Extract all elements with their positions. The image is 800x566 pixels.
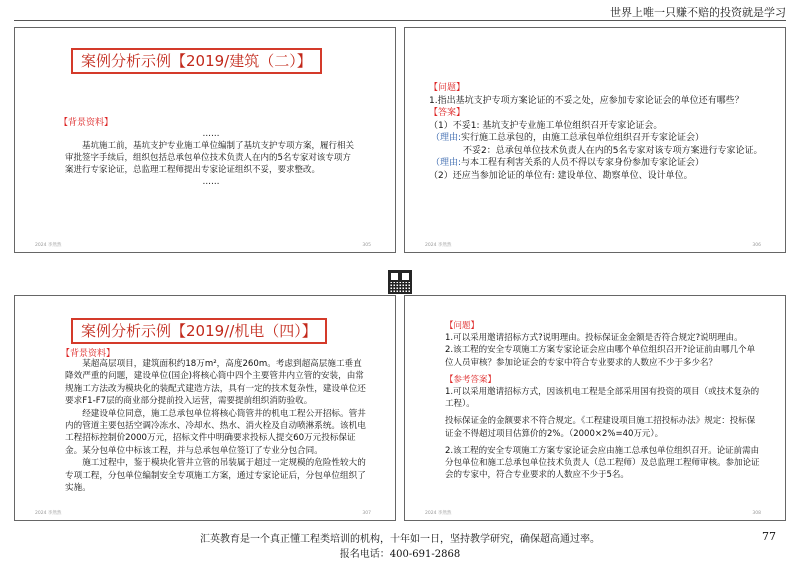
footer-phone-line: 报名电话：400-691-2868 <box>339 549 461 560</box>
slide-footer-author: 2024 李然然 <box>35 243 62 248</box>
slide-footer-number: 307 <box>362 511 371 516</box>
reason-text: 实行施工总承包的，由施工总承包单位组织召开专家论证会） <box>461 133 705 143</box>
answer-2: 投标保证金的金额要求不符合规定。《工程建设项目施工招投标办法》规定：投标保证金不得超过项目估算价的2%。（2000×2%=40万元）。 <box>445 416 756 439</box>
background-paragraph-2: 经建设单位同意，施工总承包单位将核心筒管井的机电工程公开招标。管井内的管道主要包括空调冷冻水、冷却水、热水、消火栓及自动喷淋系统。该机电工程招标控制价2000万元，招标文件中明确要求投标人提交60万元投标保证金。某分包单位中标该工程，并与总承包单位签订了专业分包合同。 <box>65 408 366 456</box>
reason-label: （理由: <box>431 158 462 168</box>
header-slogan: 世界上唯一只赚不赔的投资就是学习 <box>610 6 786 19</box>
background-text <box>65 128 357 188</box>
ellipsis-bottom: …… <box>202 177 220 187</box>
question-1: 1.指出基坑支护专项方案论证的不妥之处，应参加专家论证会的单位还有哪些？ <box>429 95 744 106</box>
slide-case-2019-mep-answer <box>404 295 786 521</box>
background-text <box>65 358 367 494</box>
slide-footer-author: 2024 李然然 <box>425 511 452 516</box>
answer-tag: 【参考答案】 <box>445 374 497 385</box>
slide-title: 案例分析示例【2019/建筑（二）】 <box>71 48 322 74</box>
footer-promo-line: 汇英教育是一个真正懂工程类培训的机构，十年如一日，坚持教学研究，确保超高通过率。 <box>200 534 600 545</box>
answer-3: （2）还应当参加论证的单位有: 建设单位、勘察单位、设计单位。 <box>429 170 693 181</box>
reason-text: 与本工程有利害关系的人员不得以专家身份参加专家论证会） <box>461 158 705 168</box>
header-rule <box>14 20 786 21</box>
background-paragraph: 基坑施工前，基坑支护专业施工单位编制了基坑支护专项方案，履行相关审批签字手续后，组织包括总承包单位技术负责人在内的5名专家对该专项方案进行专家论证，总监理工程师提出专家论证组织不妥，要求整改。 <box>65 141 355 175</box>
page-number: 77 <box>762 530 776 543</box>
answer-1: （1）不妥1: 基坑支护专业施工单位组织召开专家论证会。 <box>429 120 663 131</box>
answer-tag: 【答案】 <box>429 108 466 118</box>
slide-case-2019-mep <box>14 295 396 521</box>
slide-case-2019-building <box>14 27 396 253</box>
qa-block <box>445 320 763 481</box>
slide-footer-author: 2024 李然然 <box>35 511 62 516</box>
slide-footer-number: 308 <box>752 511 761 516</box>
answer-1: 1.可以采用邀请招标方式，因该机电工程是全部采用国有投资的项目（或技术复杂的工程）。 <box>445 387 760 410</box>
slide-footer-number: 306 <box>752 243 761 248</box>
slide-case-2019-building-answer <box>404 27 786 253</box>
qr-code-icon <box>388 270 412 294</box>
question-tag: 【问题】 <box>445 321 480 331</box>
answer-2: 不妥2：总承包单位技术负责人在内的5名专家对该专项方案进行专家论证。 <box>463 145 763 156</box>
background-tag: 【背景资料】 <box>61 349 116 359</box>
question-1: 1.可以采用邀请招标方式?说明理由。投标保证金金额是否符合规定?说明理由。 <box>445 333 743 344</box>
slide-title: 案例分析示例【2019//机电（四）】 <box>71 318 327 344</box>
ellipsis-top: …… <box>202 129 220 139</box>
question-2: 2.该工程的安全专项施工方案专家论证会应由哪个单位组织召开?论证前由哪几个单位人员审核？参加论证会的专家中符合专业要求的人数应不少于多少名？ <box>445 345 756 368</box>
reason-1 <box>429 132 767 145</box>
background-paragraph-1: 某超高层项目，建筑面积约18万m²，高度260m。考虑到超高层施工垂直降效严重的问题，建设单位(国企)将核心筒中四个主要管井内立管的安装，由常规施工方法改为模块化的装配式建造方法，具有一定的技术复杂性，建设单位还要求F1-F7层的商业部分提前投入运营，需要提前组织消防验收。 <box>65 359 366 407</box>
reason-2 <box>429 157 767 170</box>
reason-label: （理由: <box>431 133 462 143</box>
slide-footer-author: 2024 李然然 <box>425 243 452 248</box>
answer-3: 2.该工程的安全专项施工方案专家论证会应由施工总承包单位组织召开。论证前需由分包单位和施工总承包单位技术负责人（总工程师）及总监理工程师审核。参加论证会的专家中，符合专业要求的人数应不少于5名。 <box>445 445 760 481</box>
background-paragraph-3: 施工过程中，鉴于模块化管井立管的吊装属于超过一定规模的危险性较大的专项工程，分包单位编制安全专项施工方案，通过专家论证后，分包单位组织了实施。 <box>65 458 366 494</box>
background-tag: 【背景资料】 <box>59 118 114 128</box>
slide-footer-number: 305 <box>362 243 371 248</box>
question-tag: 【问题】 <box>429 83 466 93</box>
qa-block <box>429 82 767 182</box>
